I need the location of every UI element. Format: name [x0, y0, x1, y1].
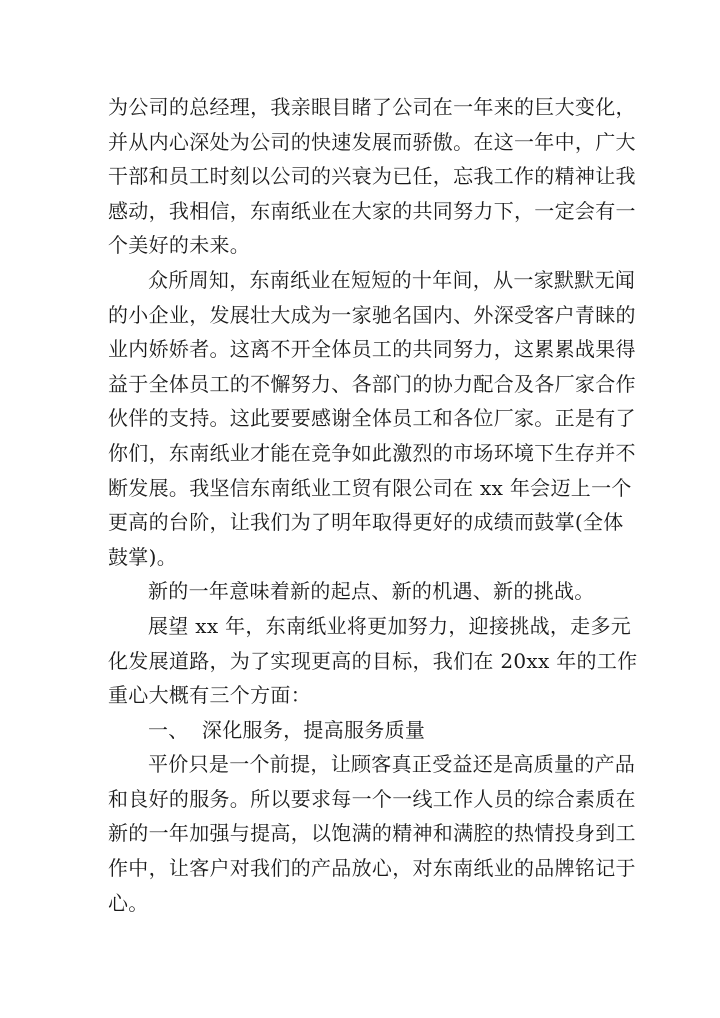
text-line: 干部和员工时刻以公司的兴衰为已任，忘我工作的精神让我 [108, 164, 636, 189]
text-line: 和良好的服务。所以要求每一个一线工作人员的综合素质在 [108, 786, 636, 811]
text-line: 新的一年加强与提高，以饱满的精神和满腔的热情投身到工 [108, 821, 636, 846]
text-line: 鼓掌)。 [108, 544, 178, 569]
text-line: 平价只是一个前提，让顾客真正受益还是高质量的产品 [148, 752, 636, 777]
section-heading: 一、 深化服务，提高服务质量 [148, 717, 426, 742]
text-line: 众所周知，东南纸业在短短的十年间，从一家默默无闻 [148, 267, 636, 292]
text-line: 你们，东南纸业才能在竞争如此激烈的市场环境下生存并不 [108, 440, 636, 465]
text-line: 重心大概有三个方面： [108, 683, 311, 708]
text-line: 并从内心深处为公司的快速发展而骄傲。在这一年中，广大 [108, 129, 636, 154]
text-line: 的小企业，发展壮大成为一家驰名国内、外深受客户青睐的 [108, 302, 636, 327]
text-line: 新的一年意味着新的起点、新的机遇、新的挑战。 [148, 579, 595, 604]
text-line: 作中，让客户对我们的产品放心，对东南纸业的品牌铭记于 [108, 856, 636, 881]
text-line: 化发展道路，为了实现更高的目标，我们在 20xx 年的工作 [108, 648, 638, 673]
text-line: 个美好的未来。 [108, 233, 251, 258]
text-line: 心。 [108, 890, 149, 915]
document-body [108, 90, 638, 920]
text-line: 断发展。我坚信东南纸业工贸有限公司在 xx 年会迈上一个 [108, 475, 632, 500]
text-line: 感动，我相信，东南纸业在大家的共同努力下，一定会有一 [108, 198, 636, 223]
text-line: 展望 xx 年，东南纸业将更加努力，迎接挑战，走多元 [148, 613, 632, 638]
text-line: 伙伴的支持。这此要要感谢全体员工和各位厂家。正是有了 [108, 406, 636, 431]
text-line: 为公司的总经理，我亲眼目睹了公司在一年来的巨大变化， [108, 95, 636, 119]
text-line: 益于全体员工的不懈努力、各部门的协力配合及各厂家合作 [108, 371, 636, 396]
text-line: 更高的台阶，让我们为了明年取得更好的成绩而鼓掌(全体 [108, 510, 624, 535]
text-line: 业内娇娇者。这离不开全体员工的共同努力，这累累战果得 [108, 337, 636, 362]
